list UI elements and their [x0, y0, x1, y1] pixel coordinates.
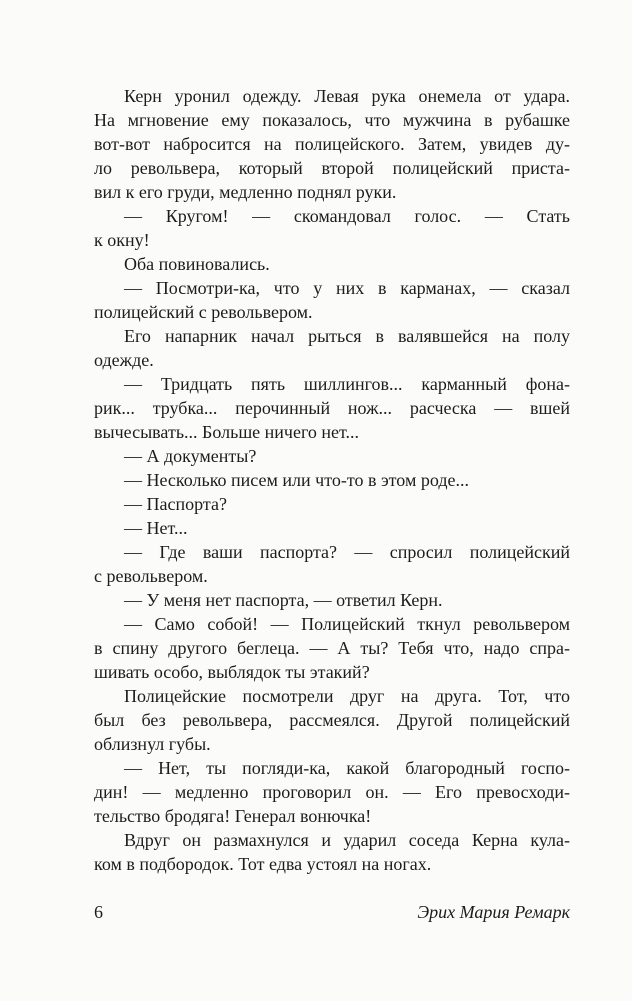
text-line: Вдруг он размахнулся и ударил соседа Керна кула- [124, 830, 570, 850]
text-line: вот-вот набросится на полицейского. Затем, увидев ду- [94, 134, 570, 154]
text-line: — Посмотри-ка, что у них в карманах, — сказал [124, 278, 570, 298]
text-line: ком в подбородок. Тот едва устоял на ногах. [94, 854, 432, 874]
text-line: — Нет... [124, 518, 188, 538]
text-line: шивать особо, выблядок ты этакий? [94, 662, 370, 682]
text-line: — А документы? [124, 446, 257, 466]
text-line: тельство бродяга! Генерал вонючка! [94, 806, 372, 826]
text-line: вычесывать... Больше ничего нет... [94, 422, 360, 442]
text-line: Оба повиновались. [124, 254, 270, 274]
text-line: был без револьвера, рассмеялся. Другой полицейский [94, 710, 570, 730]
text-line: облизнул губы. [94, 734, 211, 754]
text-line: с револьвером. [94, 566, 208, 586]
text-line: в спину другого беглеца. — А ты? Тебя что, надо спра- [94, 638, 570, 658]
text-line: вил к его груди, медленно поднял руки. [94, 182, 397, 202]
running-title-author: Эрих Мария Ремарк [417, 902, 570, 922]
text-line: Полицейские посмотрели друг на друга. Тот, что [124, 686, 570, 706]
text-line: — Паспорта? [124, 494, 227, 514]
text-line: — Где ваши паспорта? — спросил полицейский [124, 542, 570, 562]
text-line: полицейский с револьвером. [94, 302, 313, 322]
page-footer [94, 901, 570, 923]
text-container [94, 84, 570, 876]
text-line: к окну! [94, 230, 150, 250]
text-line: Его напарник начал рыться в валявшейся на полу [124, 326, 570, 346]
text-line: — Несколько писем или что-то в этом роде... [124, 470, 469, 490]
text-line: дин! — медленно проговорил он. — Его превосходи- [94, 782, 570, 802]
text-line: рик... трубка... перочинный нож... расческа — вшей [94, 398, 570, 418]
text-line: — Кругом! — скомандовал голос. — Стать [124, 206, 570, 226]
page-number: 6 [94, 902, 103, 922]
text-line: — У меня нет паспорта, — ответил Керн. [124, 590, 443, 610]
text-line: одежде. [94, 350, 154, 370]
text-line: Керн уронил одежду. Левая рука онемела от удара. [124, 86, 570, 106]
text-line: — Нет, ты погляди-ка, какой благородный госпо- [124, 758, 570, 778]
text-line: — Само собой! — Полицейский ткнул револьвером [124, 614, 570, 634]
text-line: На мгновение ему показалось, что мужчина в рубашке [94, 110, 570, 130]
text-line: ло револьвера, который второй полицейский приста- [94, 158, 570, 178]
text-line: — Тридцать пять шиллингов... карманный фона- [124, 374, 570, 394]
